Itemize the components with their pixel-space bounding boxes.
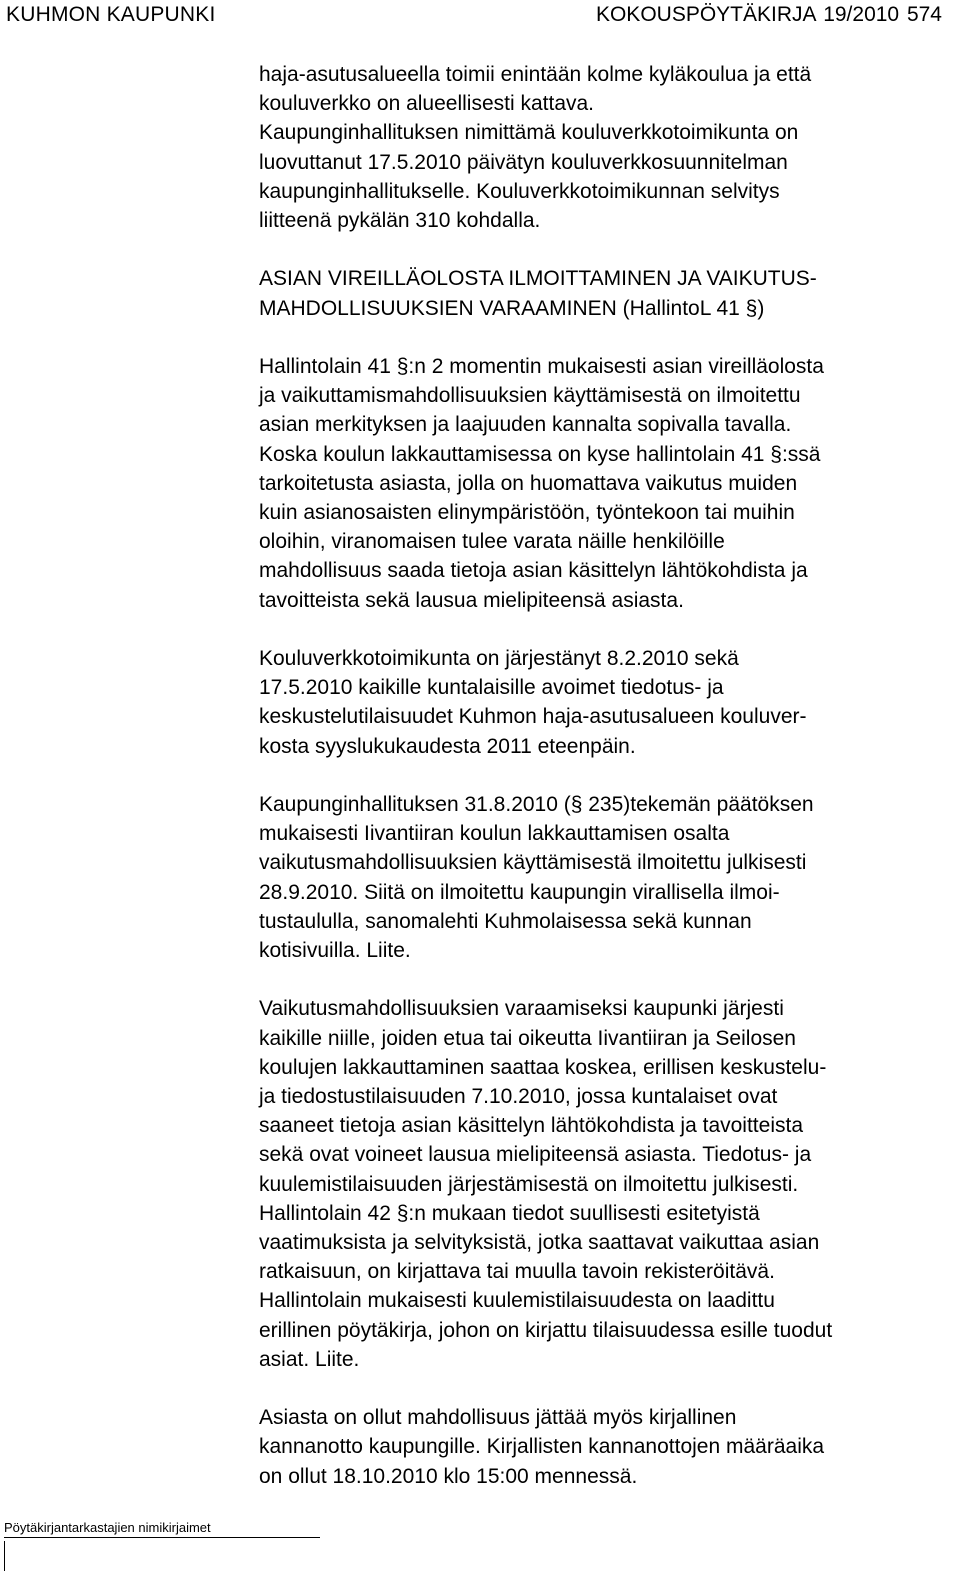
paragraph-gap xyxy=(259,235,959,264)
text-line: 28.9.2010. Siitä on ilmoitettu kaupungin virallisella ilmoi- xyxy=(259,880,780,904)
text-line: mahdollisuus saada tietoja asian käsittelyn lähtökohdista ja xyxy=(259,559,808,583)
paragraph-gap xyxy=(259,761,959,790)
text-line: kotisivuilla. Liite. xyxy=(259,939,411,963)
signature-box xyxy=(4,1541,321,1571)
text-line: koulujen lakkauttaminen saattaa koskea, erillisen keskustelu- xyxy=(259,1055,827,1079)
document-title-and-page xyxy=(596,3,942,27)
text-line: tarkoitetusta asiasta, jolla on huomattava vaikutus muiden xyxy=(259,471,798,495)
paragraph-3 xyxy=(259,790,959,965)
text-line: tavoitteista sekä lausua mielipiteensä asiasta. xyxy=(259,588,684,612)
text-line: tustaululla, sanomalehti Kuhmolaisessa sekä kunnan xyxy=(259,909,752,933)
text-line: Kouluverkkotoimikunta on järjestänyt 8.2.2010 sekä xyxy=(259,647,739,671)
signature-label: Pöytäkirjantarkastajien nimikirjaimet xyxy=(4,1520,211,1535)
text-line: kaupunginhallitukselle. Kouluverkkotoimikunnan selvitys xyxy=(259,179,780,203)
paragraph-4 xyxy=(259,994,959,1374)
text-line: haja-asutusalueella toimii enintään kolme kyläkoulua ja että xyxy=(259,63,812,86)
text-line: liitteenä pykälän 310 kohdalla. xyxy=(259,209,541,233)
paragraph-5 xyxy=(259,1403,959,1491)
text-line: ja vaikuttamismahdollisuuksien käyttämisestä on ilmoitettu xyxy=(259,384,801,408)
paragraph-gap xyxy=(259,1374,959,1403)
page-number: 574 xyxy=(906,3,942,26)
text-line: mukaisesti Iivantiiran koulun lakkauttamisen osalta xyxy=(259,822,730,846)
text-line: Vaikutusmahdollisuuksien varaamiseksi kaupunki järjesti xyxy=(259,997,784,1021)
text-line: sekä ovat voineet lausua mielipiteensä asiasta. Tiedotus- ja xyxy=(259,1143,812,1167)
text-line: kuulemistilaisuuden järjestämisestä on ilmoitettu julkisesti. xyxy=(259,1172,799,1196)
text-line: kosta syyslukukaudesta 2011 eteenpäin. xyxy=(259,734,636,758)
heading-line: MAHDOLLISUUKSIEN VARAAMINEN (HallintoL 41 §) xyxy=(259,296,765,320)
text-line: kaikille niille, joiden etua tai oikeutta Iivantiiran ja Seilosen xyxy=(259,1026,796,1050)
text-line: asiat. Liite. xyxy=(259,1347,360,1371)
page-header xyxy=(0,0,960,28)
paragraph-gap xyxy=(259,965,959,994)
text-line: kuin asianosaisten elinympäristöön, työntekoon tai muihin xyxy=(259,501,795,525)
text-line: Koska koulun lakkauttamisessa on kyse hallintolain 41 §:ssä xyxy=(259,442,821,466)
paragraph-gap xyxy=(259,323,959,352)
text-line: oloihin, viranomaisen tulee varata näille henkilöille xyxy=(259,530,725,554)
text-line: Asiasta on ollut mahdollisuus jättää myös kirjallinen xyxy=(259,1406,737,1430)
section-heading xyxy=(259,264,959,322)
text-line: asian merkityksen ja laajuuden kannalta sopivalla tavalla. xyxy=(259,413,792,437)
text-line: on ollut 18.10.2010 klo 15:00 mennessä. xyxy=(259,1464,638,1488)
text-line: Kaupunginhallituksen 31.8.2010 (§ 235)tekemän päätöksen xyxy=(259,793,814,817)
text-line: Hallintolain 41 §:n 2 momentin mukaisesti asian vireilläolosta xyxy=(259,355,824,378)
text-line: Hallintolain mukaisesti kuulemistilaisuudesta on laadittu xyxy=(259,1289,775,1313)
paragraph-gap xyxy=(259,615,959,644)
paragraph-1 xyxy=(259,352,959,615)
document-title: KOKOUSPÖYTÄKIRJA 19/2010 xyxy=(595,3,900,26)
signature-line xyxy=(4,1537,320,1538)
text-line: kannanotto kaupungille. Kirjallisten kannanottojen määräaika xyxy=(259,1435,825,1459)
text-line: Hallintolain 42 §:n mukaan tiedot suullisesti esitetyistä xyxy=(259,1201,760,1225)
heading-line: ASIAN VIREILLÄOLOSTA ILMOITTAMINEN JA VAIKUTUS- xyxy=(259,267,817,291)
text-line: Kaupunginhallituksen nimittämä kouluverkkotoimikunta on xyxy=(259,121,799,145)
text-line: vaatimuksista ja selvityksistä, jotka saattavat vaikuttaa asian xyxy=(259,1231,820,1255)
municipality-name: KUHMON KAUPUNKI xyxy=(6,3,216,26)
text-line: keskustelutilaisuudet Kuhmon haja-asutusalueen kouluver- xyxy=(259,705,807,729)
text-line: ja tiedostustilaisuuden 7.10.2010, jossa kuntalaiset ovat xyxy=(259,1085,778,1109)
text-line: vaikutusmahdollisuuksien käyttämisestä ilmoitettu julkisesti xyxy=(259,851,807,875)
text-line: erillinen pöytäkirja, johon on kirjattu tilaisuudessa esille tuodut xyxy=(259,1318,833,1342)
text-line: 17.5.2010 kaikille kuntalaisille avoimet tiedotus- ja xyxy=(259,676,724,700)
paragraph-2 xyxy=(259,644,959,761)
text-line: ratkaisuun, on kirjattava tai muulla tavoin rekisteröitävä. xyxy=(259,1260,775,1284)
intro-paragraph xyxy=(259,60,959,235)
text-line: luovuttanut 17.5.2010 päivätyn kouluverkkosuunnitelman xyxy=(259,150,788,174)
text-line: saaneet tietoja asian käsittelyn lähtökohdista ja tavoitteista xyxy=(259,1114,804,1138)
document-body xyxy=(259,60,959,1491)
text-line: kouluverkko on alueellisesti kattava. xyxy=(259,92,595,116)
